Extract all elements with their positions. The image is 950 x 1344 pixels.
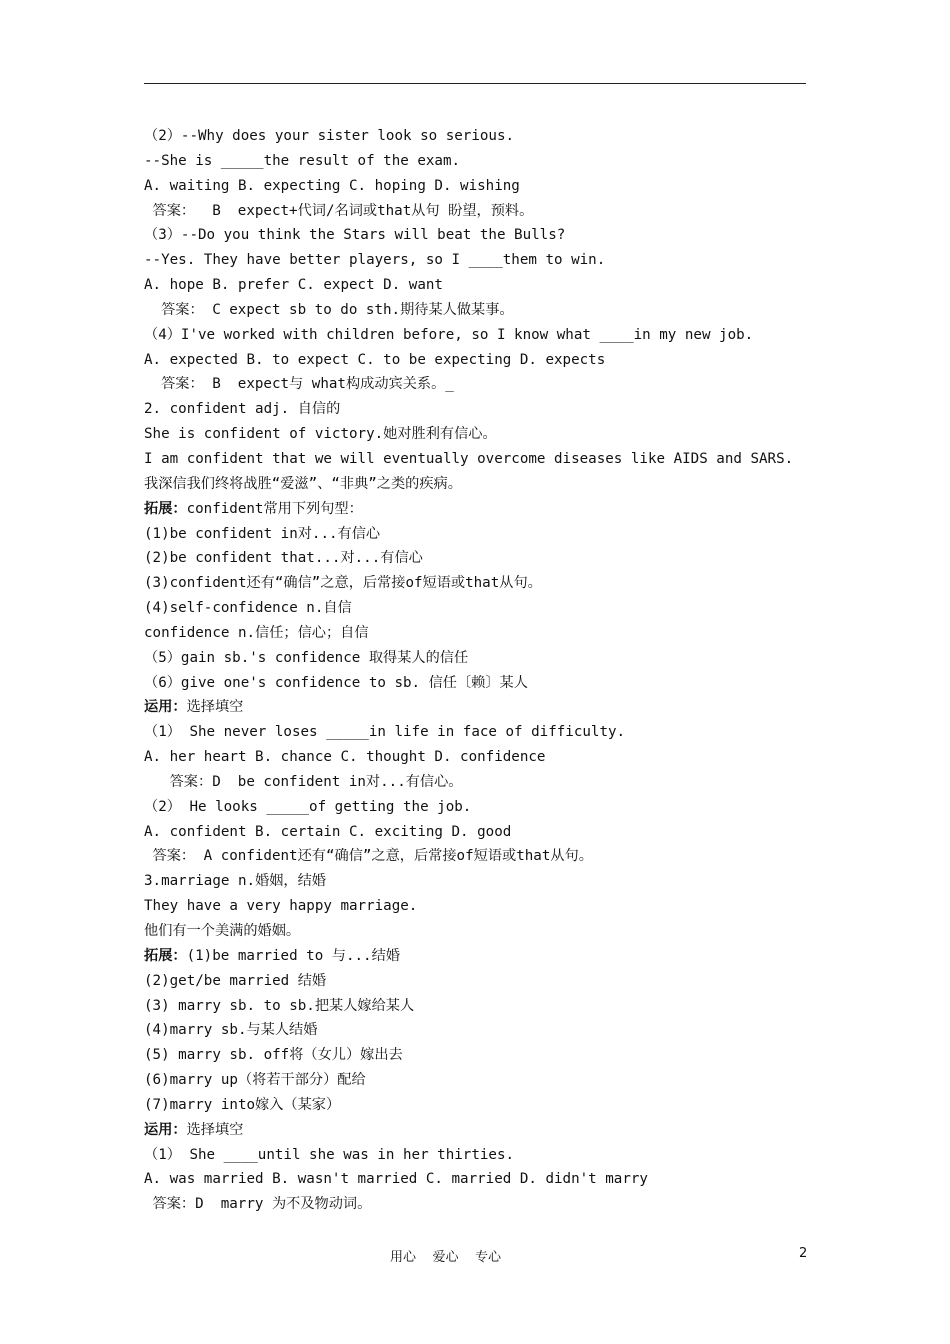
line-text: (3)confident还有“确信”之意，后常接of短语或that从句。 — [144, 575, 542, 592]
line-text: 答案： B expect与 what构成动宾关系。_ — [144, 376, 454, 393]
text-line — [144, 248, 814, 273]
text-line — [144, 869, 814, 894]
line-text: 答案： C expect sb to do sth.期待某人做某事。 — [144, 301, 514, 318]
section-label: 拓展： — [144, 500, 187, 517]
line-text: 3.marriage n.婚姻，结婚 — [144, 873, 326, 890]
section-label: 拓展： — [144, 947, 187, 964]
line-text: （5）gain sb.'s confidence 取得某人的信任 — [144, 649, 469, 666]
text-line — [144, 695, 814, 720]
line-text: (4)marry sb.与某人结婚 — [144, 1022, 318, 1039]
text-line — [144, 472, 814, 497]
line-text: 答案： B expect+代词/名词或that从句 盼望，预料。 — [144, 202, 534, 219]
line-text: --She is _____the result of the exam. — [144, 152, 461, 169]
line-text: A. her heart B. chance C. thought D. confidence — [144, 749, 546, 766]
text-line — [144, 298, 814, 323]
text-line — [144, 571, 814, 596]
text-line — [144, 894, 814, 919]
line-text: A. confident B. certain C. exciting D. good — [144, 823, 512, 840]
line-text: They have a very happy marriage. — [144, 898, 418, 915]
text-line — [144, 1043, 814, 1068]
text-line — [144, 1192, 814, 1217]
line-text: A. waiting B. expecting C. hoping D. wishing — [144, 177, 520, 194]
line-text: 2. confident adj. 自信的 — [144, 401, 341, 418]
line-text: 选择填空 — [186, 699, 244, 716]
line-text: She is confident of victory.她对胜利有信心。 — [144, 426, 497, 443]
text-line — [144, 820, 814, 845]
line-text: (7)marry into嫁入（某家） — [144, 1096, 341, 1113]
text-line — [144, 1093, 814, 1118]
line-text: (2)be confident that...对...有信心 — [144, 550, 423, 567]
line-text: (5) marry sb. off将（女儿）嫁出去 — [144, 1047, 403, 1064]
section-label: 运用： — [144, 1121, 187, 1138]
line-text: A. hope B. prefer C. expect D. want — [144, 277, 443, 294]
line-text: （2）--Why does your sister look so serious. — [144, 128, 515, 144]
line-text: 选择填空 — [186, 1121, 244, 1138]
page-number: 2 — [799, 1246, 808, 1261]
text-line — [144, 745, 814, 770]
text-line — [144, 522, 814, 547]
line-text: （6）give one's confidence to sb. 信任〔赖〕某人 — [144, 674, 528, 691]
text-line — [144, 546, 814, 571]
line-text: 我深信我们终将战胜“爱滋”、“非典”之类的疾病。 — [144, 475, 462, 492]
line-text: (1)be confident in对...有信心 — [144, 525, 381, 542]
text-line — [144, 497, 814, 522]
text-line — [144, 969, 814, 994]
line-text: A. was married B. wasn't married C. married D. didn't marry — [144, 1171, 648, 1188]
text-line — [144, 795, 814, 820]
line-text: confidence n.信任；信心；自信 — [144, 624, 369, 641]
text-line — [144, 223, 814, 248]
text-line — [144, 397, 814, 422]
text-line — [144, 447, 814, 472]
line-text: 答案： A confident还有“确信”之意，后常接of短语或that从句。 — [144, 848, 593, 865]
line-text: （2） He looks _____of getting the job. — [144, 798, 472, 815]
text-line — [144, 199, 814, 224]
text-line — [144, 770, 814, 795]
line-text: I am confident that we will eventually overcome diseases like AIDS and SARS. — [144, 450, 794, 467]
text-line — [144, 621, 814, 646]
text-line — [144, 323, 814, 348]
line-text: confident常用下列句型： — [186, 500, 363, 517]
line-text: --Yes. They have better players, so I ____them to win. — [144, 252, 606, 269]
line-text: (1)be married to 与...结婚 — [186, 947, 400, 964]
text-line — [144, 1068, 814, 1093]
text-line — [144, 994, 814, 1019]
line-text: （4）I've worked with children before, so I know what ____in my new job. — [144, 326, 754, 343]
text-line — [144, 422, 814, 447]
text-line — [144, 124, 814, 149]
text-line — [144, 596, 814, 621]
text-line — [144, 1143, 814, 1168]
text-line — [144, 149, 814, 174]
text-line — [144, 919, 814, 944]
text-line — [144, 348, 814, 373]
text-line — [144, 844, 814, 869]
text-line — [144, 1018, 814, 1043]
text-line — [144, 944, 814, 969]
line-text: （1） She never loses _____in life in face of difficulty. — [144, 724, 626, 741]
text-line — [144, 720, 814, 745]
line-text: 答案：D marry 为不及物动词。 — [144, 1196, 372, 1213]
line-text: (6)marry up（将若干部分）配给 — [144, 1072, 366, 1089]
text-line — [144, 671, 814, 696]
text-line — [144, 273, 814, 298]
text-line — [144, 646, 814, 671]
line-text: 他们有一个美满的婚姻。 — [144, 923, 301, 939]
line-text: 答案：D be confident in对...有信心。 — [144, 773, 463, 790]
line-text: (3) marry sb. to sb.把某人嫁给某人 — [144, 997, 415, 1014]
header-rule — [144, 83, 806, 84]
footer-motto: 用心 爱心 专心 — [390, 1250, 502, 1265]
line-text: （1） She ____until she was in her thirties. — [144, 1146, 515, 1163]
text-line — [144, 174, 814, 199]
line-text: （3）--Do you think the Stars will beat the Bulls? — [144, 227, 566, 244]
line-text: (2)get/be married 结婚 — [144, 972, 327, 989]
line-text: A. expected B. to expect C. to be expecting D. expects — [144, 351, 606, 368]
line-text: (4)self-confidence n.自信 — [144, 600, 352, 617]
text-line — [144, 372, 814, 397]
document-body — [144, 124, 814, 1217]
text-line — [144, 1118, 814, 1143]
section-label: 运用： — [144, 699, 187, 716]
text-line — [144, 1167, 814, 1192]
